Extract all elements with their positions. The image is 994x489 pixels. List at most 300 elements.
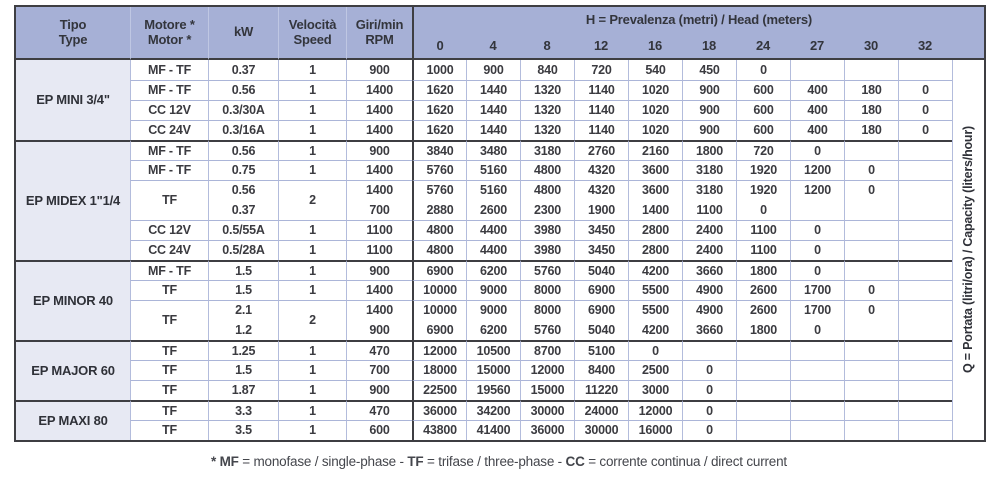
q-value-cell: 0	[844, 160, 898, 180]
q-value-cell: 1620	[412, 120, 466, 140]
head-value-12: 12	[574, 34, 628, 60]
q-value-cell: 15000	[520, 380, 574, 400]
q-value-cell: 19560	[466, 380, 520, 400]
motor-cell: TF	[130, 380, 208, 400]
q-value-cell: 720	[736, 140, 790, 160]
q-value-cell: 720	[574, 60, 628, 80]
q-value-cell: 1140	[574, 120, 628, 140]
kw-cell: 0.3/30A	[208, 100, 278, 120]
speed-cell: 1	[278, 420, 346, 440]
q-value-cell: 5500	[628, 300, 682, 320]
q-value-cell	[790, 340, 844, 360]
q-value-cell: 0	[628, 340, 682, 360]
q-value-cell	[898, 340, 952, 360]
speed-cell: 1	[278, 260, 346, 280]
q-value-cell: 3980	[520, 240, 574, 260]
q-value-cell	[898, 360, 952, 380]
kw-cell: 0.5/28A	[208, 240, 278, 260]
footnote-text: = monofase / single-phase -	[238, 454, 408, 469]
footnote	[14, 454, 984, 469]
q-value-cell: 3180	[682, 180, 736, 200]
q-value-cell: 41400	[466, 420, 520, 440]
q-value-cell: 4900	[682, 280, 736, 300]
q-value-cell: 0	[682, 360, 736, 380]
q-value-cell	[898, 220, 952, 240]
pump-spec-table-wrap	[14, 5, 986, 442]
header-col-2	[208, 7, 278, 60]
q-value-cell: 0	[790, 240, 844, 260]
header-col-3	[278, 7, 346, 60]
head-value-27: 27	[790, 34, 844, 60]
q-value-cell: 1320	[520, 120, 574, 140]
q-value-cell: 5040	[574, 260, 628, 280]
rpm-cell: 1100	[346, 220, 412, 240]
q-value-cell: 5040	[574, 320, 628, 340]
q-value-cell: 1100	[736, 220, 790, 240]
speed-cell: 1	[278, 360, 346, 380]
footnote-abbr: * MF	[211, 454, 239, 469]
q-value-cell: 10000	[412, 300, 466, 320]
q-value-cell: 1020	[628, 120, 682, 140]
q-value-cell: 0	[790, 320, 844, 340]
kw-cell: 2.1	[208, 300, 278, 320]
motor-cell: TF	[130, 300, 208, 340]
header-col-1-line2: Motor *	[147, 31, 192, 47]
q-value-cell: 1320	[520, 80, 574, 100]
rpm-cell: 1400	[346, 80, 412, 100]
q-value-cell	[844, 260, 898, 280]
kw-cell: 1.2	[208, 320, 278, 340]
header-col-4-line1: Giri/min	[355, 16, 404, 32]
q-value-cell: 1440	[466, 80, 520, 100]
q-value-cell: 1020	[628, 80, 682, 100]
q-value-cell: 4400	[466, 240, 520, 260]
speed-cell: 1	[278, 160, 346, 180]
kw-cell: 0.3/16A	[208, 120, 278, 140]
rpm-cell: 1400	[346, 160, 412, 180]
q-value-cell: 4200	[628, 320, 682, 340]
q-value-cell	[844, 420, 898, 440]
q-value-cell: 1440	[466, 120, 520, 140]
q-value-cell: 8400	[574, 360, 628, 380]
q-value-cell: 1900	[574, 200, 628, 220]
q-value-cell	[898, 320, 952, 340]
motor-cell: CC 24V	[130, 120, 208, 140]
header-head-title	[412, 7, 984, 34]
q-value-cell: 36000	[412, 400, 466, 420]
q-value-cell	[898, 140, 952, 160]
q-value-cell: 900	[682, 100, 736, 120]
motor-cell: TF	[130, 400, 208, 420]
q-value-cell	[898, 200, 952, 220]
q-value-cell: 1200	[790, 160, 844, 180]
q-value-cell: 3000	[628, 380, 682, 400]
kw-cell: 0.56	[208, 80, 278, 100]
motor-cell: CC 24V	[130, 240, 208, 260]
q-value-cell: 6200	[466, 260, 520, 280]
q-value-cell: 2600	[466, 200, 520, 220]
q-value-cell	[898, 180, 952, 200]
motor-cell: TF	[130, 420, 208, 440]
q-value-cell: 0	[898, 100, 952, 120]
q-value-cell: 400	[790, 100, 844, 120]
rpm-cell: 600	[346, 420, 412, 440]
footnote-text: = corrente continua / direct current	[584, 454, 787, 469]
q-value-cell: 2160	[628, 140, 682, 160]
q-value-cell: 4200	[628, 260, 682, 280]
q-value-cell: 12000	[628, 400, 682, 420]
q-value-cell	[898, 60, 952, 80]
speed-cell: 1	[278, 380, 346, 400]
q-value-cell: 180	[844, 120, 898, 140]
q-value-cell: 5160	[466, 160, 520, 180]
q-value-cell: 1700	[790, 280, 844, 300]
speed-cell: 2	[278, 300, 346, 340]
q-value-cell: 1920	[736, 180, 790, 200]
speed-cell: 1	[278, 400, 346, 420]
q-value-cell	[844, 340, 898, 360]
rpm-cell: 1400	[346, 300, 412, 320]
q-value-cell: 22500	[412, 380, 466, 400]
q-value-cell: 6200	[466, 320, 520, 340]
q-value-cell: 30000	[574, 420, 628, 440]
q-value-cell: 180	[844, 80, 898, 100]
q-value-cell: 3480	[466, 140, 520, 160]
q-value-cell	[898, 160, 952, 180]
rpm-cell: 1400	[346, 180, 412, 200]
q-value-cell: 0	[682, 400, 736, 420]
speed-cell: 1	[278, 100, 346, 120]
q-value-cell	[898, 400, 952, 420]
q-value-cell	[898, 240, 952, 260]
q-value-cell: 0	[790, 140, 844, 160]
q-value-cell: 1140	[574, 100, 628, 120]
head-value-4: 4	[466, 34, 520, 60]
rpm-cell: 700	[346, 360, 412, 380]
q-value-cell: 900	[682, 120, 736, 140]
q-header-spacer	[952, 34, 984, 60]
q-value-cell: 36000	[520, 420, 574, 440]
q-value-cell: 0	[790, 260, 844, 280]
q-value-cell: 0	[844, 280, 898, 300]
q-value-cell: 840	[520, 60, 574, 80]
q-value-cell	[790, 400, 844, 420]
q-value-cell	[790, 60, 844, 80]
motor-cell: MF - TF	[130, 140, 208, 160]
q-value-cell: 15000	[466, 360, 520, 380]
q-value-cell: 1800	[736, 320, 790, 340]
header-col-2-line1: kW	[233, 24, 254, 40]
speed-cell: 1	[278, 240, 346, 260]
q-value-cell	[790, 200, 844, 220]
q-value-cell: 43800	[412, 420, 466, 440]
kw-cell: 0.75	[208, 160, 278, 180]
q-value-cell: 8000	[520, 280, 574, 300]
rpm-cell: 700	[346, 200, 412, 220]
q-value-cell: 3840	[412, 140, 466, 160]
q-axis-cell	[952, 60, 984, 440]
footnote-text: = trifase / three-phase -	[423, 454, 566, 469]
motor-cell: TF	[130, 280, 208, 300]
q-value-cell	[898, 380, 952, 400]
head-value-18: 18	[682, 34, 736, 60]
q-value-cell: 4320	[574, 160, 628, 180]
q-value-cell: 4800	[412, 240, 466, 260]
rpm-cell: 1400	[346, 100, 412, 120]
kw-cell: 1.5	[208, 360, 278, 380]
q-value-cell: 450	[682, 60, 736, 80]
motor-cell: TF	[130, 340, 208, 360]
q-value-cell: 9000	[466, 280, 520, 300]
q-value-cell: 30000	[520, 400, 574, 420]
q-value-cell	[790, 420, 844, 440]
q-value-cell: 400	[790, 80, 844, 100]
q-value-cell	[844, 200, 898, 220]
q-value-cell: 900	[466, 60, 520, 80]
motor-cell: CC 12V	[130, 100, 208, 120]
q-value-cell: 5760	[412, 160, 466, 180]
q-value-cell	[898, 260, 952, 280]
q-value-cell: 900	[682, 80, 736, 100]
q-value-cell: 2600	[736, 280, 790, 300]
q-value-cell: 5500	[628, 280, 682, 300]
q-value-cell: 2760	[574, 140, 628, 160]
rpm-cell: 900	[346, 140, 412, 160]
q-value-cell: 4320	[574, 180, 628, 200]
head-title-text: = Prevalenza (metri) / Head (meters)	[595, 12, 813, 28]
q-value-cell: 3180	[520, 140, 574, 160]
q-value-cell: 180	[844, 100, 898, 120]
q-value-cell: 0	[736, 60, 790, 80]
q-value-cell: 2400	[682, 220, 736, 240]
q-value-cell: 10000	[412, 280, 466, 300]
q-value-cell: 8700	[520, 340, 574, 360]
group-name-cell: EP MINI 3/4"	[16, 60, 130, 140]
kw-cell: 3.5	[208, 420, 278, 440]
motor-cell: MF - TF	[130, 260, 208, 280]
q-value-cell: 3980	[520, 220, 574, 240]
q-value-cell: 5100	[574, 340, 628, 360]
q-value-cell: 12000	[520, 360, 574, 380]
speed-cell: 2	[278, 180, 346, 220]
q-value-cell: 600	[736, 120, 790, 140]
q-value-cell: 0	[736, 200, 790, 220]
q-value-cell: 10500	[466, 340, 520, 360]
q-value-cell: 1140	[574, 80, 628, 100]
q-value-cell: 18000	[412, 360, 466, 380]
kw-cell: 1.5	[208, 260, 278, 280]
pump-spec-table	[16, 7, 984, 440]
q-value-cell: 9000	[466, 300, 520, 320]
kw-cell: 0.56	[208, 180, 278, 200]
q-value-cell: 1800	[736, 260, 790, 280]
q-value-cell: 24000	[574, 400, 628, 420]
q-value-cell: 3600	[628, 160, 682, 180]
q-value-cell: 600	[736, 80, 790, 100]
q-value-cell: 600	[736, 100, 790, 120]
q-value-cell: 1000	[412, 60, 466, 80]
q-value-cell: 4800	[520, 180, 574, 200]
rpm-cell: 470	[346, 400, 412, 420]
q-value-cell: 1100	[736, 240, 790, 260]
header-col-0-line2: Type	[58, 31, 88, 47]
q-value-cell: 6900	[574, 300, 628, 320]
q-value-cell: 4800	[520, 160, 574, 180]
q-value-cell: 0	[844, 300, 898, 320]
q-value-cell: 12000	[412, 340, 466, 360]
q-value-cell: 5760	[520, 320, 574, 340]
q-value-cell: 1620	[412, 100, 466, 120]
q-value-cell	[844, 220, 898, 240]
speed-cell: 1	[278, 220, 346, 240]
q-value-cell: 6900	[412, 260, 466, 280]
motor-cell: CC 12V	[130, 220, 208, 240]
q-value-cell	[736, 340, 790, 360]
q-value-cell	[736, 360, 790, 380]
q-value-cell	[844, 360, 898, 380]
q-value-cell	[898, 420, 952, 440]
kw-cell: 0.37	[208, 60, 278, 80]
kw-cell: 1.25	[208, 340, 278, 360]
q-value-cell: 1100	[682, 200, 736, 220]
rpm-cell: 1100	[346, 240, 412, 260]
head-title-symbol: H	[585, 12, 596, 28]
head-value-16: 16	[628, 34, 682, 60]
footnote-abbr: TF	[407, 454, 424, 469]
kw-cell: 0.5/55A	[208, 220, 278, 240]
header-col-1-line1: Motore *	[144, 16, 195, 32]
q-value-cell: 16000	[628, 420, 682, 440]
q-value-cell: 1320	[520, 100, 574, 120]
q-value-cell	[898, 300, 952, 320]
q-value-cell	[844, 240, 898, 260]
group-name-cell: EP MAJOR 60	[16, 340, 130, 400]
header-col-0	[16, 7, 130, 60]
motor-cell: MF - TF	[130, 80, 208, 100]
kw-cell: 0.37	[208, 200, 278, 220]
head-value-30: 30	[844, 34, 898, 60]
q-value-cell: 0	[682, 420, 736, 440]
q-value-cell: 5160	[466, 180, 520, 200]
header-col-0-line1: Tipo	[59, 16, 87, 32]
head-value-8: 8	[520, 34, 574, 60]
q-axis-label: Q = Portata (litri/ora) / Capacity (liters/hour)	[961, 126, 976, 374]
q-value-cell: 1700	[790, 300, 844, 320]
q-value-cell: 540	[628, 60, 682, 80]
head-value-32: 32	[898, 34, 952, 60]
q-value-cell	[790, 380, 844, 400]
speed-cell: 1	[278, 140, 346, 160]
kw-cell: 0.56	[208, 140, 278, 160]
q-value-cell: 6900	[412, 320, 466, 340]
kw-cell: 1.87	[208, 380, 278, 400]
rpm-cell: 900	[346, 380, 412, 400]
q-value-cell: 3660	[682, 260, 736, 280]
rpm-cell: 470	[346, 340, 412, 360]
q-value-cell: 6900	[574, 280, 628, 300]
group-name-cell: EP MIDEX 1"1/4	[16, 140, 130, 260]
q-value-cell: 1400	[628, 200, 682, 220]
footnote-abbr: CC	[565, 454, 585, 469]
q-value-cell: 5760	[412, 180, 466, 200]
speed-cell: 1	[278, 340, 346, 360]
rpm-cell: 900	[346, 320, 412, 340]
q-value-cell	[844, 60, 898, 80]
q-value-cell	[898, 280, 952, 300]
q-value-cell: 0	[682, 380, 736, 400]
group-name-cell: EP MAXI 80	[16, 400, 130, 440]
header-col-3-line2: Speed	[293, 31, 332, 47]
q-value-cell: 2300	[520, 200, 574, 220]
kw-cell: 1.5	[208, 280, 278, 300]
q-value-cell: 2600	[736, 300, 790, 320]
q-value-cell: 0	[898, 80, 952, 100]
group-name-cell: EP MINOR 40	[16, 260, 130, 340]
q-value-cell: 2500	[628, 360, 682, 380]
q-value-cell: 400	[790, 120, 844, 140]
rpm-cell: 1400	[346, 280, 412, 300]
q-value-cell: 3450	[574, 240, 628, 260]
q-value-cell: 0	[898, 120, 952, 140]
kw-cell: 3.3	[208, 400, 278, 420]
q-value-cell: 4800	[412, 220, 466, 240]
q-value-cell: 3450	[574, 220, 628, 240]
header-col-4	[346, 7, 412, 60]
q-value-cell	[736, 420, 790, 440]
q-value-cell	[736, 380, 790, 400]
motor-cell: MF - TF	[130, 60, 208, 80]
motor-cell: TF	[130, 180, 208, 220]
header-col-1	[130, 7, 208, 60]
speed-cell: 1	[278, 120, 346, 140]
q-value-cell: 1620	[412, 80, 466, 100]
header-col-4-line2: RPM	[365, 31, 394, 47]
q-value-cell: 2880	[412, 200, 466, 220]
q-value-cell	[844, 380, 898, 400]
q-value-cell: 1920	[736, 160, 790, 180]
q-value-cell: 3180	[682, 160, 736, 180]
head-value-24: 24	[736, 34, 790, 60]
speed-cell: 1	[278, 280, 346, 300]
q-value-cell	[682, 340, 736, 360]
q-value-cell: 2400	[682, 240, 736, 260]
q-value-cell: 8000	[520, 300, 574, 320]
q-value-cell	[844, 140, 898, 160]
q-value-cell: 34200	[466, 400, 520, 420]
q-value-cell: 3600	[628, 180, 682, 200]
q-value-cell: 1800	[682, 140, 736, 160]
q-value-cell	[844, 320, 898, 340]
q-value-cell: 5760	[520, 260, 574, 280]
speed-cell: 1	[278, 60, 346, 80]
q-value-cell	[844, 400, 898, 420]
q-value-cell	[736, 400, 790, 420]
motor-cell: TF	[130, 360, 208, 380]
q-value-cell: 1440	[466, 100, 520, 120]
rpm-cell: 1400	[346, 120, 412, 140]
q-value-cell: 0	[790, 220, 844, 240]
speed-cell: 1	[278, 80, 346, 100]
q-value-cell: 2800	[628, 220, 682, 240]
header-col-3-line1: Velocità	[288, 16, 337, 32]
q-value-cell: 0	[844, 180, 898, 200]
rpm-cell: 900	[346, 260, 412, 280]
head-value-0: 0	[412, 34, 466, 60]
q-value-cell	[790, 360, 844, 380]
q-value-cell: 3660	[682, 320, 736, 340]
q-value-cell: 4900	[682, 300, 736, 320]
motor-cell: MF - TF	[130, 160, 208, 180]
